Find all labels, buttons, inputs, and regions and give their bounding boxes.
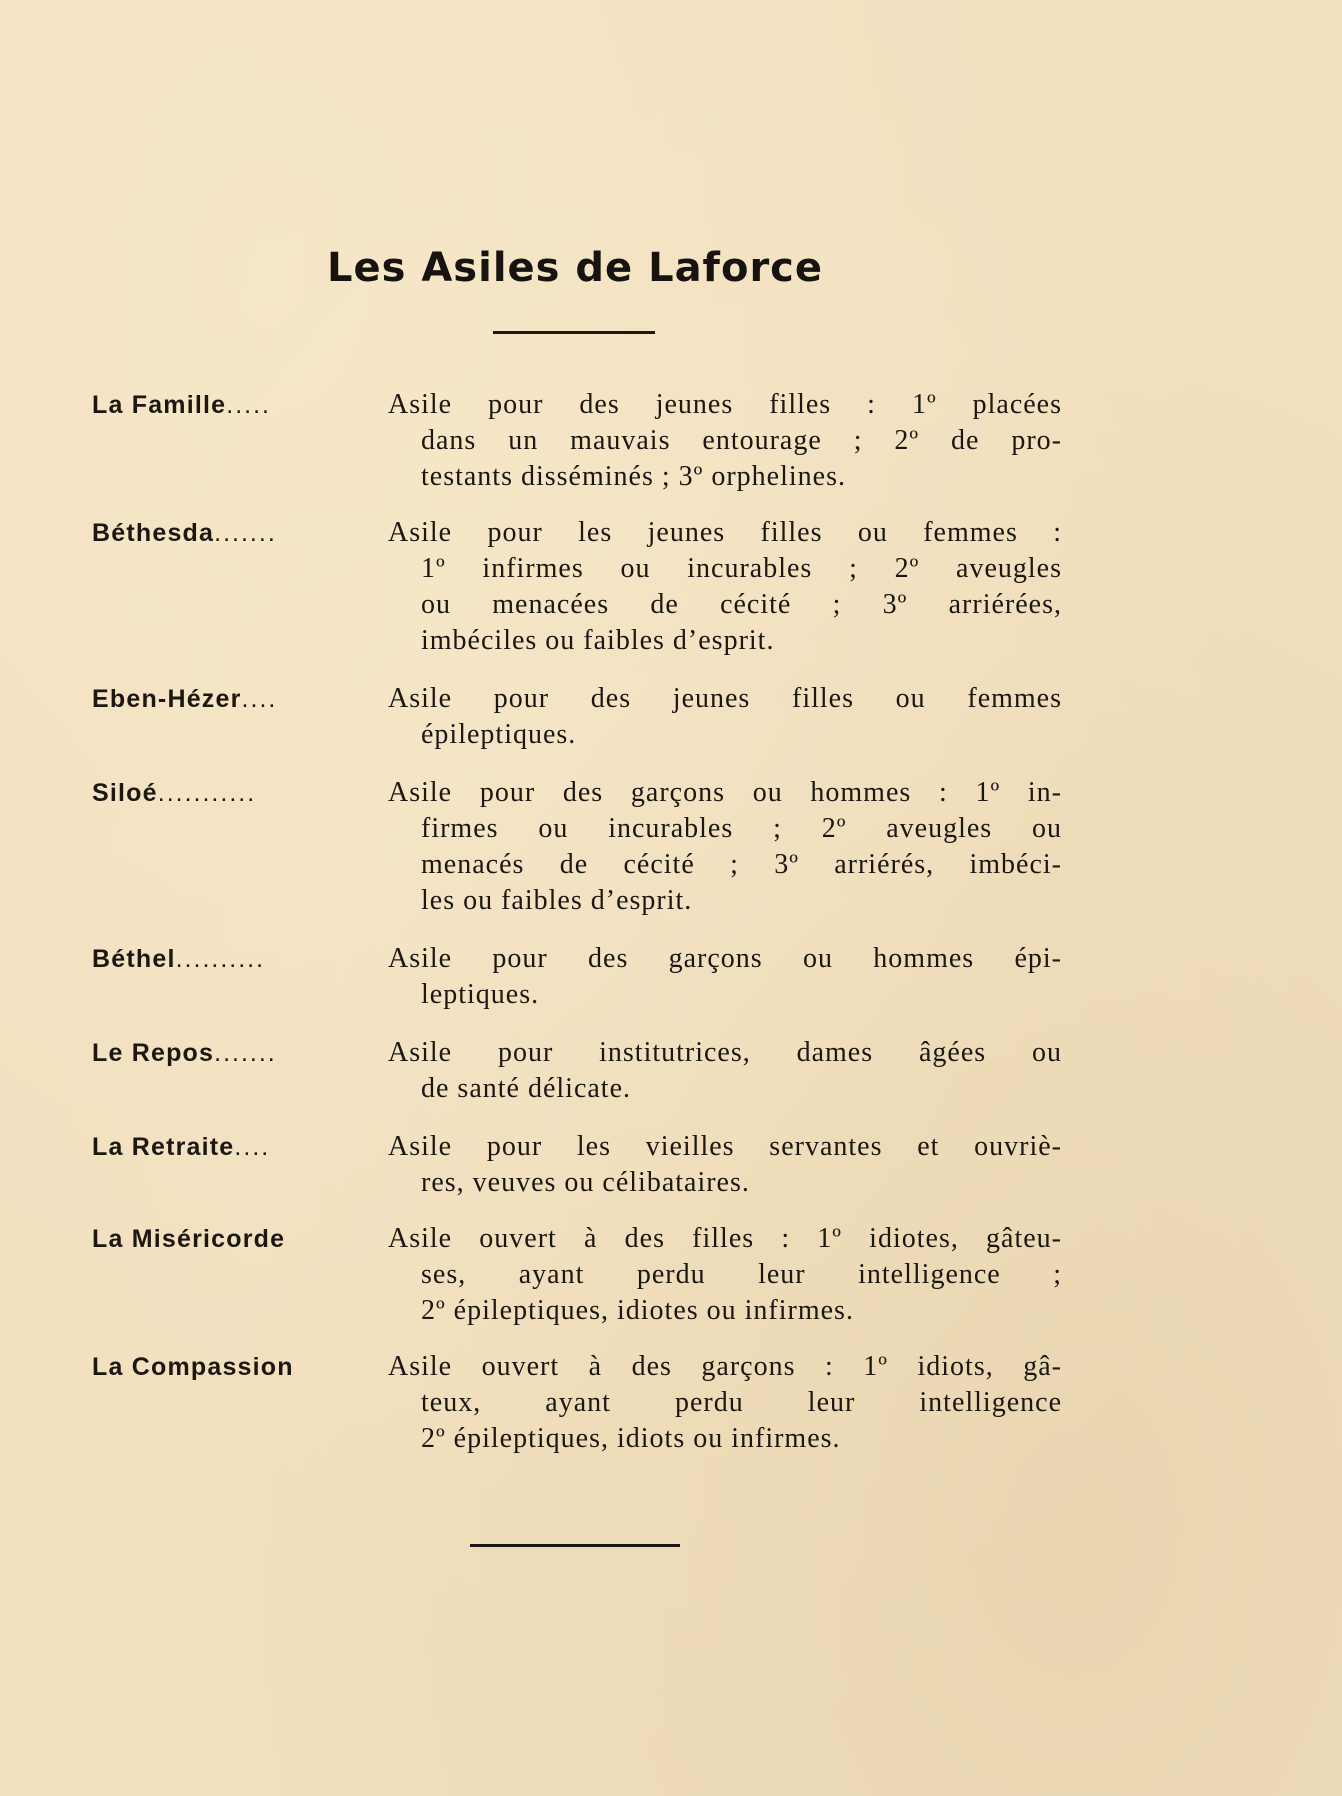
asylum-name bbox=[92, 941, 388, 977]
description-line: Asile ouvert à des filles : 1º idiotes, gâteu- bbox=[388, 1223, 1062, 1254]
asylum-description bbox=[388, 387, 1062, 495]
asylum-name bbox=[92, 1035, 388, 1071]
asylum-entry bbox=[92, 941, 1062, 1013]
asylum-entry bbox=[92, 681, 1062, 753]
asylum-name bbox=[92, 1221, 388, 1257]
title-divider bbox=[493, 331, 655, 334]
dot-leader: ..... bbox=[226, 391, 271, 419]
asylum-entry bbox=[92, 1349, 1062, 1457]
asylum-name-text: La Miséricorde bbox=[92, 1225, 286, 1253]
dot-leader: .... bbox=[241, 685, 278, 713]
asylum-name bbox=[92, 775, 388, 811]
dot-leader: .......... bbox=[175, 945, 266, 973]
asylum-name-text: Le Repos bbox=[92, 1039, 215, 1067]
asylum-description bbox=[388, 775, 1062, 919]
description-line: Asile ouvert à des garçons : 1º idiots, gâ- bbox=[388, 1351, 1062, 1382]
asylum-entry bbox=[92, 1221, 1062, 1329]
dot-leader: ....... bbox=[214, 519, 277, 547]
description-line: Asile pour des garçons ou hommes : 1º in- bbox=[388, 777, 1062, 808]
description-line: de santé délicate. bbox=[421, 1073, 632, 1104]
description-line: firmes ou incurables ; 2º aveugles ou bbox=[421, 813, 1062, 844]
asylum-list bbox=[92, 387, 1062, 1457]
asylum-entry bbox=[92, 387, 1062, 495]
asylum-description bbox=[388, 681, 1062, 753]
asylum-entry bbox=[92, 515, 1062, 659]
asylum-description bbox=[388, 1221, 1062, 1329]
asylum-name bbox=[92, 515, 388, 551]
asylum-entry bbox=[92, 1035, 1062, 1107]
description-line: les ou faibles d’esprit. bbox=[421, 885, 693, 916]
asylum-name-text: Eben-Hézer bbox=[92, 685, 242, 713]
description-line: ses, ayant perdu leur intelligence ; bbox=[421, 1259, 1062, 1290]
asylum-name-text: Siloé bbox=[92, 779, 158, 807]
description-line: teux, ayant perdu leur intelligence bbox=[421, 1387, 1062, 1418]
description-line: menacés de cécité ; 3º arriérés, imbéci- bbox=[421, 849, 1062, 880]
asylum-description bbox=[388, 941, 1062, 1013]
description-line: dans un mauvais entourage ; 2º de pro- bbox=[421, 425, 1062, 456]
asylum-name-text: Béthel bbox=[92, 945, 176, 973]
dot-leader: .... bbox=[234, 1133, 271, 1161]
description-line: Asile pour institutrices, dames âgées ou bbox=[388, 1037, 1062, 1068]
asylum-name-text: Béthesda bbox=[92, 519, 215, 547]
asylum-name bbox=[92, 1129, 388, 1165]
description-line: res, veuves ou célibataires. bbox=[421, 1167, 750, 1198]
end-divider bbox=[470, 1544, 680, 1547]
description-line: testants disséminés ; 3º orphelines. bbox=[421, 461, 846, 492]
description-line: imbéciles ou faibles d’esprit. bbox=[421, 625, 775, 656]
asylum-name bbox=[92, 387, 388, 423]
description-line: 2º épileptiques, idiotes ou infirmes. bbox=[421, 1295, 854, 1326]
description-line: ou menacées de cécité ; 3º arriérées, bbox=[421, 589, 1062, 620]
asylum-description bbox=[388, 515, 1062, 659]
description-line: Asile pour les vieilles servantes et ouvriè- bbox=[388, 1131, 1062, 1162]
dot-leader: ....... bbox=[214, 1039, 277, 1067]
page-title: Les Asiles de Laforce bbox=[326, 245, 824, 291]
asylum-entry bbox=[92, 1129, 1062, 1201]
description-line: Asile pour des garçons ou hommes épi- bbox=[388, 943, 1062, 974]
description-line: 2º épileptiques, idiots ou infirmes. bbox=[421, 1423, 841, 1454]
asylum-name bbox=[92, 681, 388, 717]
asylum-name-text: La Famille bbox=[92, 391, 227, 419]
description-line: Asile pour des jeunes filles : 1º placées bbox=[388, 389, 1062, 420]
description-line: 1º infirmes ou incurables ; 2º aveugles bbox=[421, 553, 1062, 584]
description-line: épileptiques. bbox=[421, 719, 577, 750]
description-line: Asile pour les jeunes filles ou femmes : bbox=[388, 517, 1062, 548]
dot-leader: ........... bbox=[157, 779, 257, 807]
asylum-description bbox=[388, 1349, 1062, 1457]
asylum-name bbox=[92, 1349, 388, 1385]
asylum-name-text: La Retraite bbox=[92, 1133, 235, 1161]
description-line: leptiques. bbox=[421, 979, 540, 1010]
asylum-entry bbox=[92, 775, 1062, 919]
asylum-description bbox=[388, 1035, 1062, 1107]
asylum-description bbox=[388, 1129, 1062, 1201]
description-line: Asile pour des jeunes filles ou femmes bbox=[388, 683, 1062, 714]
asylum-name-text: La Compassion bbox=[92, 1353, 294, 1381]
